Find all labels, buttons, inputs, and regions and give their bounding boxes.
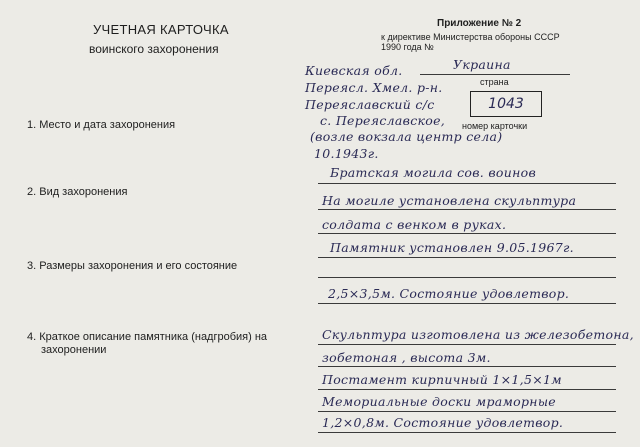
- card-subtitle: воинского захоронения: [89, 42, 219, 56]
- card-title: УЧЕТНАЯ КАРТОЧКА: [93, 22, 229, 37]
- monument-rule-5: [318, 432, 616, 433]
- place-line-6: 10.1943г.: [314, 146, 379, 161]
- place-line-4: с. Переяславское,: [320, 113, 446, 128]
- place-line-1: Киевская обл.: [305, 63, 403, 78]
- place-line-5: (возле вокзала центр села): [310, 129, 503, 144]
- place-date-label: 1. Место и дата захоронения: [27, 119, 176, 131]
- size-rule-2: [318, 303, 616, 304]
- appendix-title: Приложение № 2: [437, 18, 522, 29]
- burial-type-line-4: Памятник установлен 9.05.1967г.: [330, 240, 574, 255]
- burial-type-rule-2: [318, 209, 616, 210]
- card-number-label: номер карточки: [462, 121, 528, 131]
- monument-rule-1: [318, 344, 616, 345]
- burial-type-rule-1: [318, 183, 616, 184]
- appendix-line-1: к директиве Министерства обороны СССР: [381, 32, 560, 42]
- size-condition-line-1: 2,5×3,5м. Состояние удовлетвор.: [328, 286, 570, 301]
- monument-label-line-2: захоронении: [41, 344, 107, 356]
- place-line-2: Переясл. Хмел. р-н.: [305, 80, 443, 95]
- monument-line-1: Скульптура изготовлена из железобетона,: [322, 327, 634, 342]
- monument-rule-4: [318, 411, 616, 412]
- burial-type-rule-4: [318, 257, 616, 258]
- appendix-directive: [381, 32, 560, 52]
- appendix-line-2: 1990 года №: [381, 42, 434, 52]
- country-label: страна: [480, 77, 509, 87]
- card-number-value: 1043: [488, 96, 524, 112]
- monument-label-line-1: 4. Краткое описание памятника (надгробия) на: [27, 331, 268, 343]
- monument-label: [27, 331, 267, 357]
- monument-line-2: зобетоная , высота 3м.: [322, 350, 491, 365]
- burial-type-rule-3: [318, 233, 616, 234]
- monument-line-3: Постамент кирпичный 1×1,5×1м: [322, 372, 562, 387]
- burial-type-line-1: Братская могила сов. воинов: [330, 165, 537, 180]
- card-number-box: [470, 91, 542, 117]
- monument-rule-2: [318, 366, 616, 367]
- burial-type-line-3: солдата с венком в руках.: [322, 217, 507, 232]
- burial-type-label: 2. Вид захоронения: [27, 186, 128, 198]
- burial-type-line-2: На могиле установлена скульптура: [322, 193, 577, 208]
- country-value: Украина: [453, 57, 511, 72]
- monument-rule-3: [318, 389, 616, 390]
- size-condition-label: 3. Размеры захоронения и его состояние: [27, 260, 238, 272]
- monument-line-4: Мемориальные доски мраморные: [322, 394, 556, 409]
- size-rule-1: [318, 277, 616, 278]
- place-line-3: Переяславский с/с: [305, 97, 435, 112]
- country-rule: [420, 74, 570, 75]
- monument-line-5: 1,2×0,8м. Состояние удовлетвор.: [322, 415, 564, 430]
